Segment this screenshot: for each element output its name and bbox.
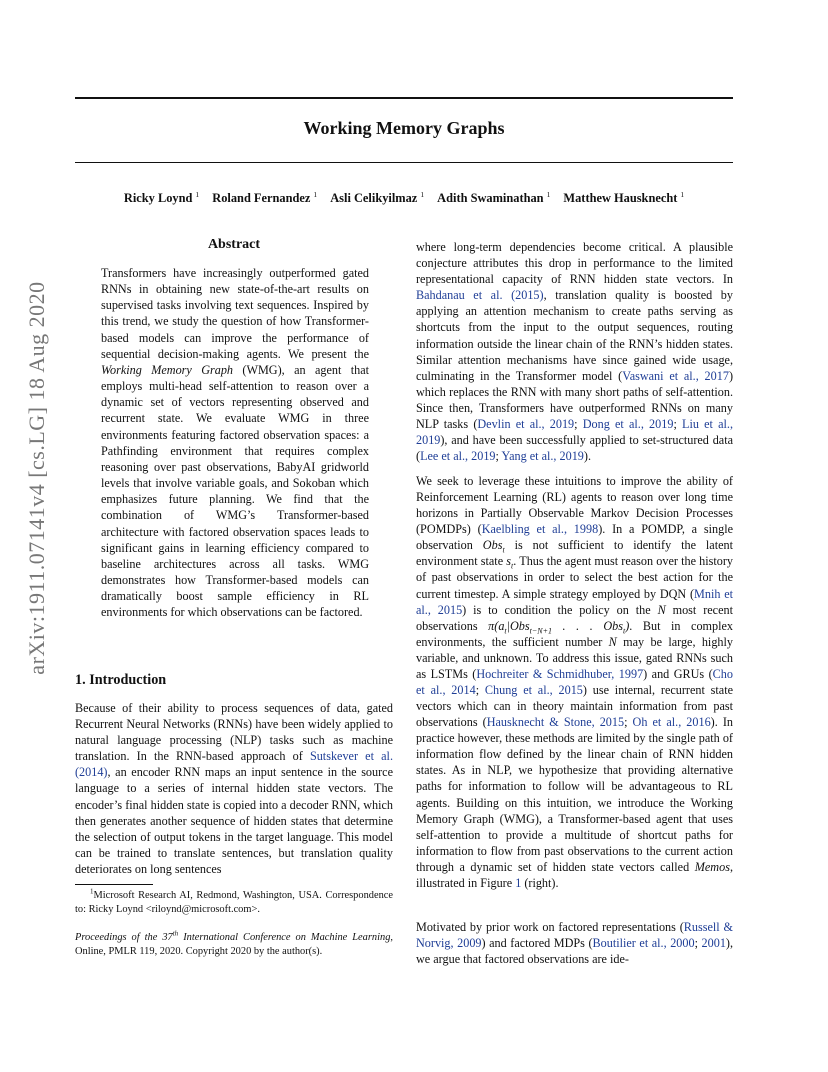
citation-link[interactable]: Sutskever et al. (2014) <box>75 749 393 780</box>
citation-link[interactable]: Russell & Norvig, 2009 <box>416 920 733 951</box>
citation-link[interactable]: Lee et al., 2019 <box>420 449 496 464</box>
author: Roland Fernandez $^1$ <box>212 189 318 205</box>
title-bottom-rule <box>75 162 733 163</box>
footnote-rule <box>75 884 153 885</box>
intro-paragraph: We seek to leverage these intuitions to improve the ability of Reinforcement Learning (RL) agents to reason over long time horizons in Partially Observable Markov Decision Processes (POMDPs) (Kaelbling et al., 1998). In a POMDP, a single observation Obs$_t$ is not sufficient to identify the latent environment state $s_t$. Thus the agent must reason over the history of past observations in order to select the best action for the current timestep. A simple strategy employed by DQN (Mnih et al., 2015) is to condition the policy on the N most recent observations $\pi(a_t|Obs_{t-N+1}$ . . . Obs$_t$). But in complex environments, the sufficient number N may be large, highly variable, and unknown. To address this issue, gated RNNs such as LSTMs (Hochreiter & Schmidhuber, 1997) and GRUs (Cho et al., 2014; Chung et al., 2015) use internal, recurrent state vectors which can in theory maintain information from past observations (Hausknecht & Stone, 2015; Oh et al., 2016). In practice however, these methods are limited by the single path of information flow defined by the linear chain of RNN hidden states. As in NLP, we hypothesize that providing alternative paths for information to follow will be advantageous to RL agents. Building on this intuition, we introduce the Working Memory Graph (WMG), a Transformer-based agent that uses self-attention to provide a multitude of shortcut paths for information to flow from past observations to the current action through a dynamic set of hidden state vectors called Memos, illustrated in Figure 1 (right). <box>416 474 734 890</box>
abstract-text: Transformers have increasingly outperformed gated RNNs in obtaining new state-of-the-art results on supervised tasks involving text sequences. Inspired by this trend, we study the question of how Transformer-based models can improve the performance of sequential decision-making agents. We present the Working Memory Graph (WMG), an agent that employs multi-head self-attention to reason over a dynamic set of vectors representing observed and recurrent state. We evaluate WMG in three environments featuring factored observation spaces: a Pathfinding environment that requires complex reasoning over past observations, BabyAI gridworld levels that involve variable goals, and Sokoban which emphasizes future planning. We find that the combination of WMG’s Transformer-based architecture with factored observation spaces leads to significant gains in learning efficiency compared to baseline architectures across all tasks. WMG demonstrates how Transformer-based models can dramatically boost sample efficiency in RL environments for which observations can be factored. <box>101 266 369 620</box>
figure-link[interactable]: 1 <box>515 875 522 890</box>
citation-link[interactable]: 2001 <box>701 936 726 951</box>
paper-title: Working Memory Graphs <box>303 118 505 138</box>
citation-link[interactable]: Hausknecht & Stone, 2015 <box>486 715 625 730</box>
author: Ricky Loynd $^1$ <box>123 189 200 205</box>
math-expression: N <box>608 634 617 649</box>
citation-link[interactable]: Kaelbling et al., 1998 <box>481 522 599 537</box>
intro-paragraph: where long-term dependencies become critical. A plausible conjecture attributes this drop in performance to the limited representational capacity of RNN hidden state vectors. In Bahdanau et al. (2015), translation quality is boosted by applying an attention mechanism to create paths serving as shortcuts from the input to the output sequences, routing information outside the linear chain of the RNN’s hidden states. Similar attention mechanisms have since gained wide usage, culminating in the Transformer model (Vaswani et al., 2017) which replaces the RNN with many short paths of self-attention. Since then, Transformers have outperformed RNNs on many NLP tasks (Devlin et al., 2019; Dong et al., 2019; Liu et al., 2019), and have been successfully applied to set-structured data (Lee et al., 2019; Yang et al., 2019). <box>416 240 733 464</box>
author: Adith Swaminathan $^1$ <box>437 189 551 205</box>
citation-link[interactable]: Bahdanau et al. (2015) <box>416 288 544 303</box>
math-expression: $\pi(a_t|Obs_{t-N+1}$ . . . Obs$_t$) <box>488 618 630 636</box>
section-heading-introduction: 1. Introduction <box>75 672 167 688</box>
citation-link[interactable]: Cho et al., 2014 <box>416 666 733 698</box>
citation-link[interactable]: Yang et al., 2019 <box>501 449 584 464</box>
citation-link[interactable]: Liu et al., 2019 <box>416 417 733 448</box>
arxiv-identifier-stamp: arXiv:1911.07141v4 [cs.LG] 18 Aug 2020 <box>24 281 49 675</box>
intro-paragraph: Motivated by prior work on factored representations (Russell & Norvig, 2009) and factored MDPs (Boutilier et al., 2000; 2001), we argue that factored observations are ide- <box>416 920 734 967</box>
math-expression: N <box>657 602 666 617</box>
affiliation-footnote: $^1$Microsoft Research AI, Redmond, Washington, USA. Correspondence to: Ricky Loynd <riloynd@microsoft.com>. <box>75 887 393 915</box>
citation-link[interactable]: Mnih et al., 2015 <box>416 586 733 617</box>
author-list <box>75 191 733 206</box>
author: Matthew Hausknecht $^1$ <box>563 189 685 205</box>
author: Asli Celikyilmaz $^1$ <box>330 189 425 205</box>
citation-link[interactable]: Oh et al., 2016 <box>632 715 711 730</box>
intro-paragraph: Because of their ability to process sequences of data, gated Recurrent Neural Networks (RNNs) have been widely applied to natural language processing (NLP) tasks such as machine translation. In the RNN-based approach of Sutskever et al. (2014), an encoder RNN maps an input sentence in the source language to a series of internal hidden state vectors. The encoder’s final hidden state is copied into a decoder RNN, which then generates another sequence of hidden states that determine the selection of output tokens in the target language. This model can be trained to translate sentences, but translation quality deteriorates on long sentences <box>75 701 393 876</box>
citation-link[interactable]: Devlin et al., 2019 <box>477 417 575 432</box>
math-expression: $s_t$ <box>506 554 514 571</box>
proceedings-note: Proceedings of the 37th International Conference on Machine Learning, Online, PMLR 119, 2020. Copyright 2020 by the author(s). <box>75 929 393 957</box>
citation-link[interactable]: Vaswani et al., 2017 <box>622 368 729 383</box>
title-top-rule <box>75 97 733 99</box>
citation-link[interactable]: Chung et al., 2015 <box>484 683 583 698</box>
abstract-heading: Abstract <box>207 237 261 252</box>
citation-link[interactable]: Hochreiter & Schmidhuber, 1997 <box>476 666 644 681</box>
citation-link[interactable]: Boutilier et al., 2000 <box>592 936 695 951</box>
citation-link[interactable]: Dong et al., 2019 <box>582 417 674 432</box>
math-expression: Obs$_t$ <box>482 538 505 555</box>
